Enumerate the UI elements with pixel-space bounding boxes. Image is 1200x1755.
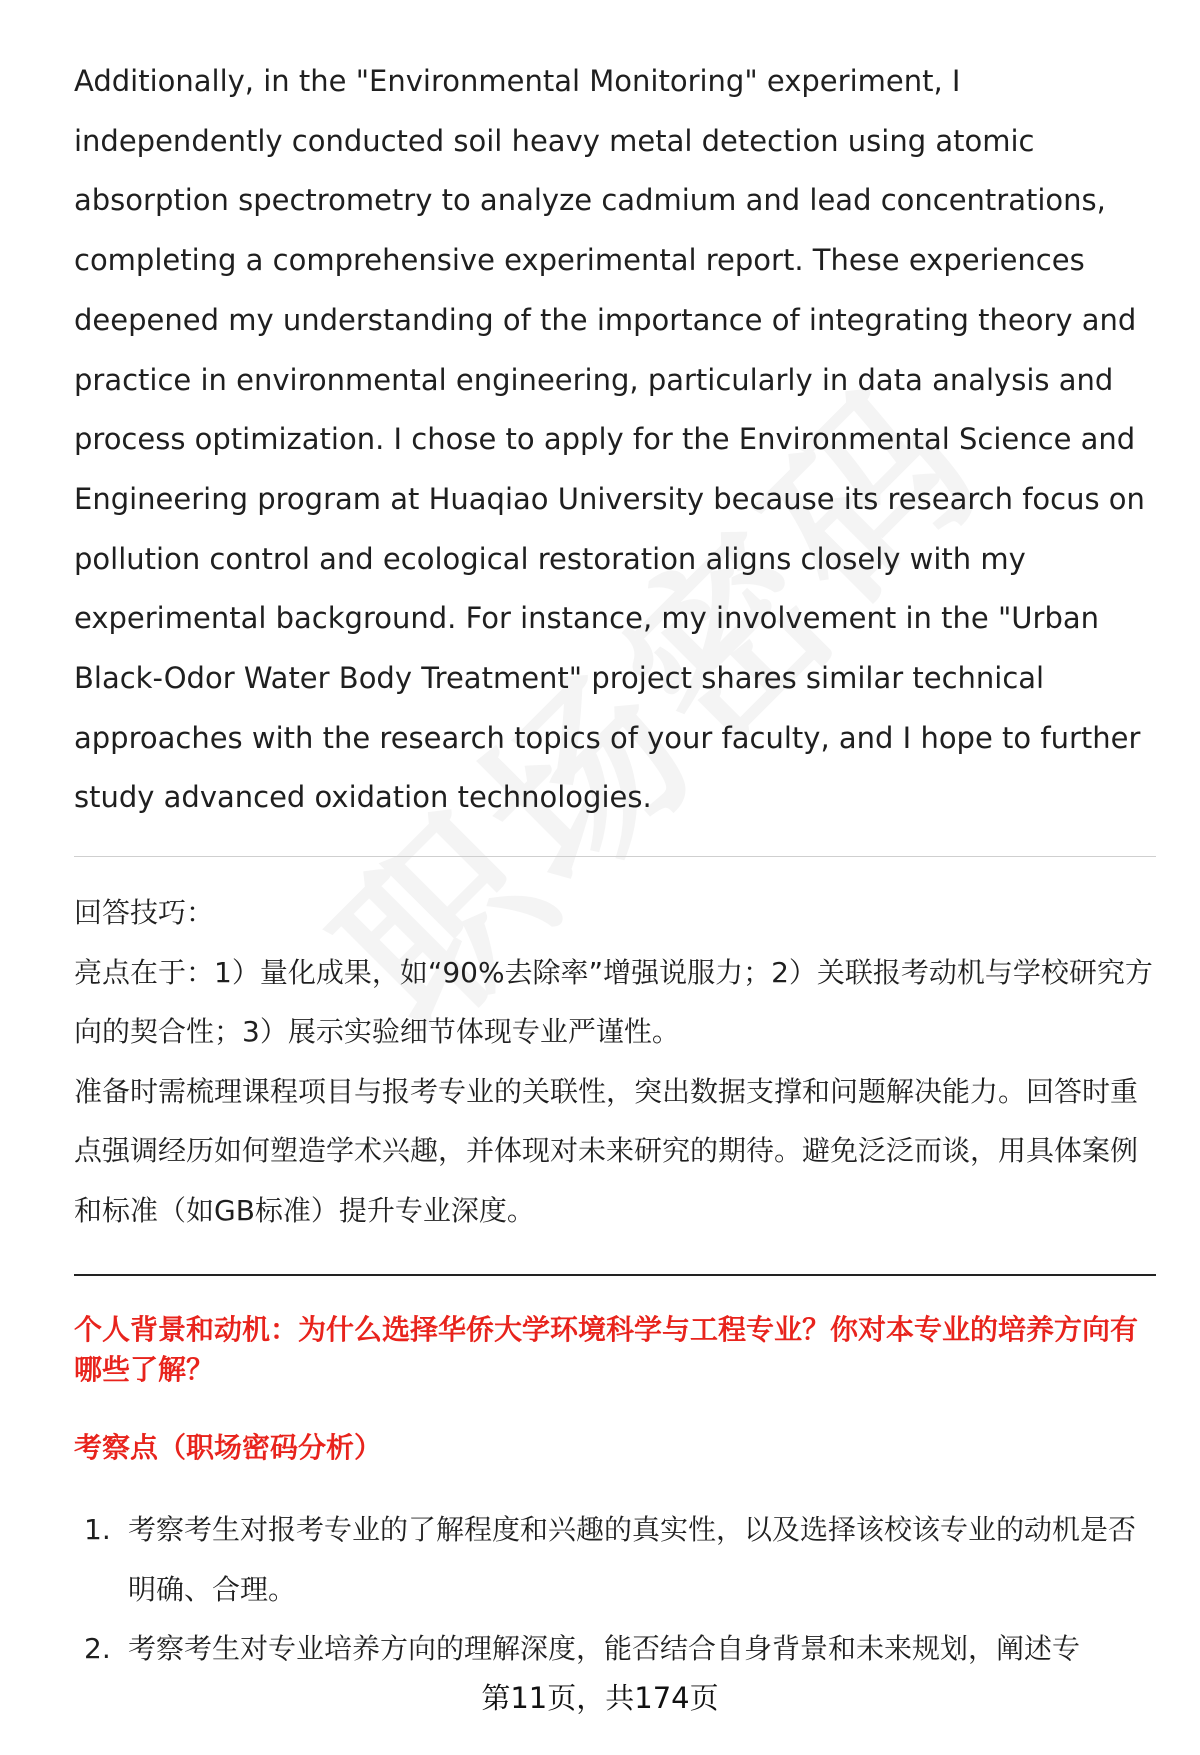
divider-thin [74,856,1156,857]
answer-tips [74,883,1156,1240]
points-list [74,1500,1156,1679]
page-number: 第11页，共174页 [481,1681,719,1715]
tips-label: 回答技巧： [74,896,215,930]
body-paragraph: Additionally, in the "Environmental Monitoring" experiment, I independently conducted soil heavy metal detection using atomic absorption spectrometry to analyze cadmium and lead concentrations, completing a comprehensive experimental report. These experiences deepened my understanding of the importance of integrating theory and practice in environmental engineering, particularly in data analysis and process optimization. I chose to apply for the Environmental Science and Engineering program at Huaqiao University because its research focus on pollution control and ecological restoration aligns closely with my experimental background. For instance, my involvement in the "Urban Black-Odor Water Body Treatment" project shares similar technical approaches with the research topics of your faculty, and I hope to further study advanced oxidation technologies. [74,64,1145,815]
divider-thick [74,1274,1156,1276]
list-item-text: 考察考生对报考专业的了解程度和兴趣的真实性，以及选择该校该专业的动机是否明确、合理。 [128,1513,1137,1606]
list-item-text: 考察考生对专业培养方向的理解深度，能否结合自身背景和未来规划，阐述专 [128,1632,1081,1666]
list-item [74,1500,1156,1619]
page-content [74,52,1156,1679]
tips-preparation: 准备时需梳理课程项目与报考专业的关联性，突出数据支撑和问题解决能力。回答时重点强调经历如何塑造学术兴趣，并体现对未来研究的期待。避免泛泛而谈，用具体案例和标准（如GB标准）提升专业深度。 [74,1074,1139,1227]
list-item-number: 1. [84,1513,111,1547]
question-heading: 个人背景和动机：为什么选择华侨大学环境科学与工程专业？你对本专业的培养方向有哪些了解？ [74,1313,1139,1387]
section-title: 考察点（职场密码分析） [74,1431,383,1465]
list-item [74,1619,1156,1679]
list-item-number: 2. [84,1632,111,1666]
tips-highlights: 亮点在于：1）量化成果，如“90%去除率”增强说服力；2）关联报考动机与学校研究方向的契合性；3）展示实验细节体现专业严谨性。 [74,955,1153,1049]
